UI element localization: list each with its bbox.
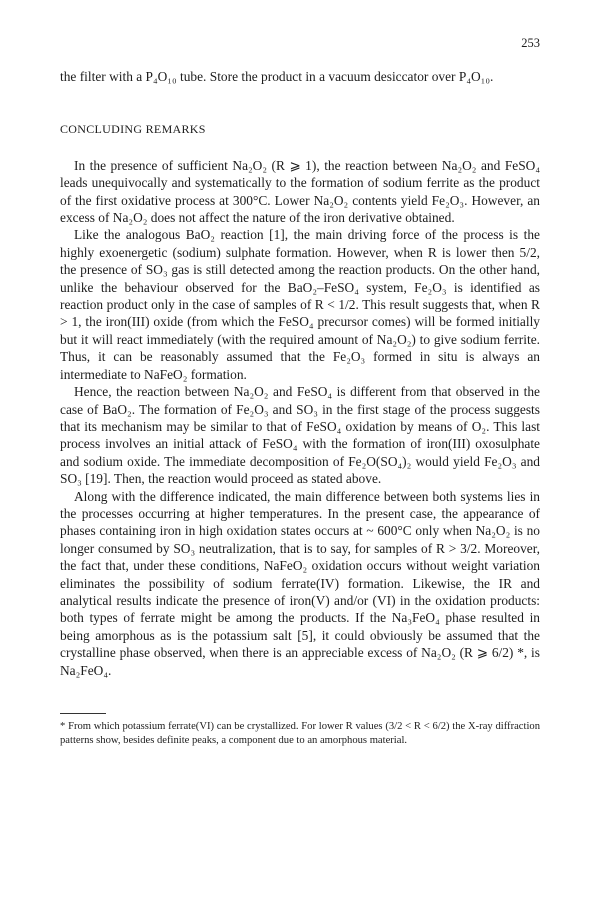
page-number: 253 (521, 36, 540, 50)
footnote-divider (60, 713, 106, 714)
paragraph-4: Along with the difference indicated, the main difference between both systems lies in the processes occurring at higher temperatures. In the present case, the appearance of phases containing iron in high oxidation states occurs at ~ 600°C only when Na₂O₂ is no longer consumed by SO₃ neutralization, that is to say, for samples of R > 3/2. Moreover, the fact that, under these conditions, NaFeO₂ oxidation occurs without weight variation eliminates the possibility of sodium ferrate(IV) formation. Likewise, the IR and analytical results indicate the presence of iron(V) and/or (VI) in the oxidation products: both types of ferrate might be among the products. If the Na₃FeO₄ phase resulted in being amorphous as is the potassium salt [5], it could obviously be assumed that the crystalline phase observed, when there is an appreciable excess of Na₂O₂ (R ⩾ 6/2) *, is Na₂FeO₄. (60, 488, 540, 678)
intro-paragraph: the filter with a P₄O₁₀ tube. Store the product in a vacuum desiccator over P₄O₁₀. (60, 69, 494, 84)
paragraph-1: In the presence of sufficient Na₂O₂ (R ⩾ 1), the reaction between Na₂O₂ and FeSO₄ leads unequivocally and systematically to the formation of sodium ferrite as the product of the first oxidative process at 300°C. Lower Na₂O₂ contents yield Fe₂O₃. However, an excess of Na₂O₂ does not affect the nature of the iron derivative obtained. (60, 157, 540, 226)
footnote: * From which potassium ferrate(VI) can be crystallized. For lower R values (3/2 < R < 6/2) the X-ray diffraction patterns show, besides definite peaks, a component due to an amorphous material. (60, 721, 540, 746)
paragraph-2: Like the analogous BaO₂ reaction [1], the main driving force of the process is the highly exoenergetic (sodium) sulphate formation. However, when R is lower then 5/2, the presence of SO₃ gas is still detected among the reaction products. On the other hand, unlike the behaviour observed for the BaO₂–FeSO₄ system, Fe₂O₃ is identified as reaction product only in the case of samples of R < 1/2. This result suggests that, when R > 1, the iron(III) oxide (from which the FeSO₄ precursor comes) will be formed initially but it will react immediately (with the required amount of Na₂O₂) to give sodium ferrite. Thus, it can be reasonably assumed that the Fe₂O₃ formed in situ is always an intermediate to NaFeO₂ formation. (60, 227, 540, 382)
paragraph-3: Hence, the reaction between Na₂O₂ and FeSO₄ is different from that observed in the case of BaO₂. The formation of Fe₂O₃ and SO₃ in the first stage of the process suggests that its mechanism may be similar to that of FeSO₄ oxidation by means of O₂. This last process involves an initial attack of FeSO₄ with the formation of iron(III) oxosulphate and sodium oxide. The immediate decomposition of Fe₂O(SO₄)₂ would yield Fe₂O₃ and SO₃ [19]. Then, the reaction would proceed as stated above. (60, 384, 540, 487)
section-heading: CONCLUDING REMARKS (60, 122, 206, 137)
article-body (60, 68, 540, 748)
